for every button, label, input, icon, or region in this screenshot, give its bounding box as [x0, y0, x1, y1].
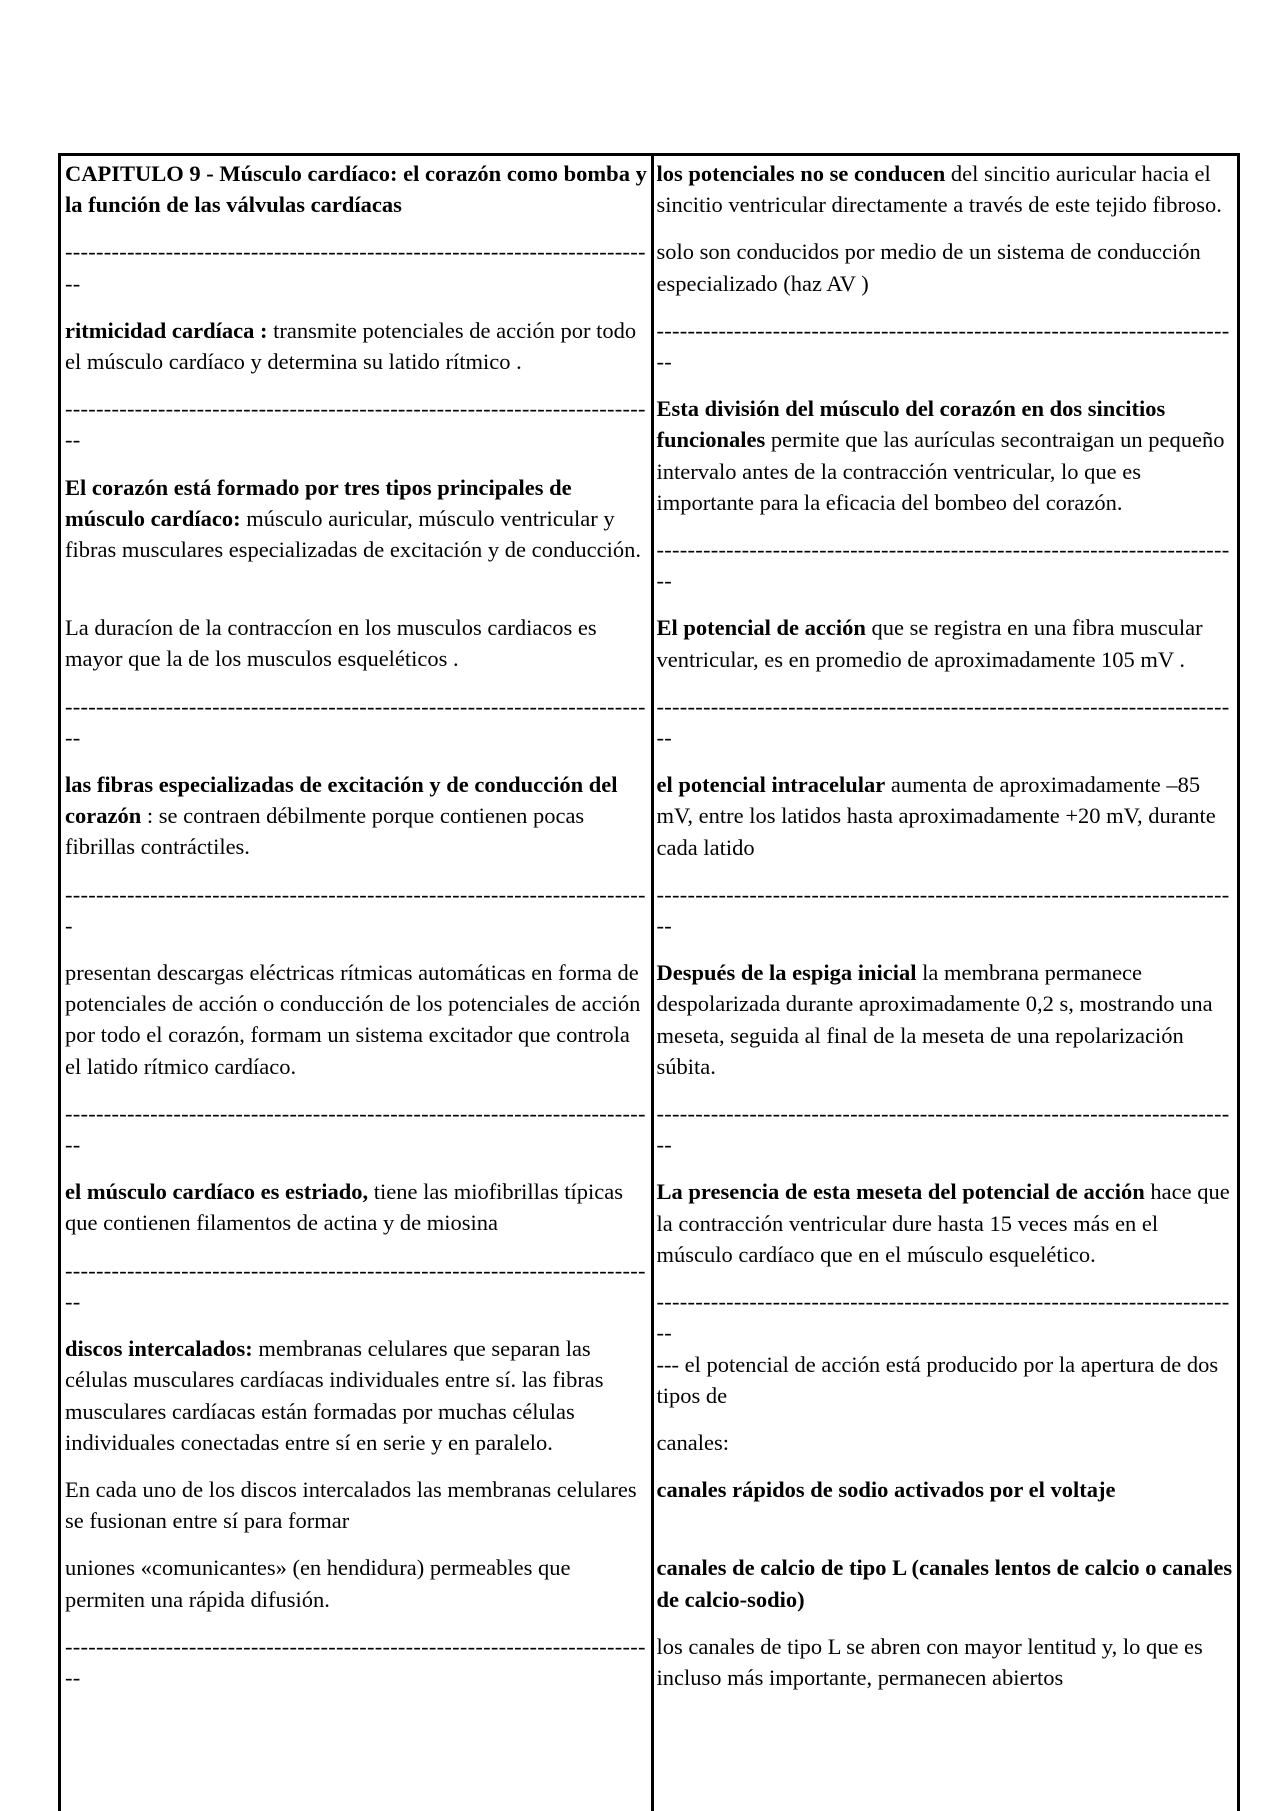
- term: las fibras especializadas de excitación y de conducción del corazón: [65, 772, 618, 829]
- separator: -----------------------------------------------------------------------------: [65, 1257, 646, 1314]
- paragraph-meseta: [657, 1176, 1236, 1270]
- paragraph-duracion: La duracíon de la contraccíon en los musculos cardiacos es mayor que la de los musculos esqueléticos .: [65, 615, 597, 672]
- paragraph-fibras-especializadas: [65, 769, 649, 863]
- separator: ----------------------------------------------------------------------------: [656, 1101, 1230, 1158]
- separator: ----------------------------------------------------------------------------: [656, 693, 1230, 751]
- term: discos intercalados:: [65, 1336, 253, 1362]
- separator: -----------------------------------------------------------------------------: [65, 693, 646, 750]
- paragraph-tipos-musculo: [65, 472, 649, 566]
- paragraph-descargas: presentan descargas eléctricas rítmicas automáticas en forma de potenciales de acción o conducción de los potenciales de acción por todo el corazón, formam un sistema excitador que controla el latido rítmico cardíaco.: [65, 960, 641, 1079]
- paragraph-division: [657, 393, 1236, 518]
- definition: la membrana permanece despolarizada durante aproximadamente 0,2 s, mostrando una meseta, seguida al final de la meseta de una repolarización súbita.: [656, 960, 1213, 1079]
- term: el músculo cardíaco es estriado,: [65, 1179, 369, 1205]
- definition: aumenta de aproximadamente –85 mV, entre los latidos hasta aproximadamente +20 mV, durante cada latido: [656, 772, 1216, 860]
- notes-table: [58, 153, 1240, 1811]
- paragraph-ritmicidad: [65, 315, 649, 377]
- definition: permite que las aurículas secontraigan un pequeño intervalo antes de la contracción ventricular, lo que es importante para la eficacia del bombeo del corazón.: [656, 427, 1225, 515]
- definition: músculo auricular, músculo ventricular y fibras musculares especializadas de excitación y de conducción.: [65, 505, 642, 563]
- paragraph-no-conducen: [657, 158, 1236, 220]
- separator: ----------------------------------------------------------------------------: [656, 317, 1230, 375]
- paragraph-apertura: --- el potencial de acción está producido por la apertura de dos tipos de: [656, 1351, 1219, 1408]
- term: ritmicidad cardíaca :: [65, 317, 268, 343]
- definition: del sincitio auricular hacia el sincitio ventricular directamente a través de este tejido fibroso.: [656, 161, 1222, 218]
- paragraph-canales: canales:: [656, 1429, 729, 1455]
- separator: -----------------------------------------------------------------------------: [65, 1100, 646, 1158]
- term: El corazón está formado por tres tipos principales de músculo cardíaco:: [65, 474, 572, 531]
- term: El potencial de acción: [656, 615, 866, 641]
- definition: hace que la contracción ventricular dure hasta 15 veces más en el músculo cardíaco que en el músculo esquelético.: [656, 1179, 1230, 1267]
- term: el potencial intracelular: [656, 772, 886, 798]
- paragraph-uniones: uniones «comunicantes» (en hendidura) permeables que permiten una rápida difusión.: [65, 1555, 571, 1612]
- paragraph-haz-av: solo son conducidos por medio de un sistema de conducción especializado (haz AV ): [656, 239, 1201, 296]
- paragraph-estriado: [65, 1176, 649, 1238]
- separator: ----------------------------------------------------------------------------: [65, 881, 646, 938]
- term: La presencia de esta meseta del potencial de acción: [656, 1179, 1145, 1205]
- separator: ----------------------------------------------------------------------------: [656, 881, 1230, 939]
- spacer: [65, 581, 649, 612]
- term: los potenciales no se conducen: [656, 161, 946, 186]
- separator: ----------------------------------------------------------------------------: [656, 1289, 1230, 1346]
- paragraph-canales-sodio: canales rápidos de sodio activados por el voltaje: [656, 1477, 1116, 1503]
- term: Esta división del músculo del corazón en dos sincitios funcionales: [656, 396, 1166, 453]
- definition: que se registra en una fibra muscular ventricular, es en promedio de aproximadamente 105 mV .: [656, 615, 1203, 672]
- right-column: [654, 156, 1238, 1811]
- separator: ----------------------------------------------------------------------------: [656, 537, 1230, 594]
- definition: tiene las miofibrillas típicas que contienen filamentos de actina y de miosina: [65, 1179, 624, 1236]
- paragraph-tipo-l: los canales de tipo L se abren con mayor lentitud y, lo que es incluso más importante, permanecen abiertos: [656, 1633, 1203, 1690]
- chapter-title: CAPITULO 9 - Músculo cardíaco: el corazón como bomba y la función de las válvulas cardíacas: [65, 161, 647, 218]
- left-column: [61, 156, 654, 1811]
- spacer: [657, 1521, 1236, 1552]
- paragraph-fusion: En cada uno de los discos intercalados las membranas celulares se fusionan entre sí para formar: [65, 1476, 637, 1534]
- separator: -----------------------------------------------------------------------------: [65, 1633, 646, 1690]
- paragraph-potencial-intracelular: [657, 769, 1236, 863]
- separator: -----------------------------------------------------------------------------: [65, 239, 646, 296]
- term: Después de la espiga inicial: [656, 960, 917, 986]
- separator: -----------------------------------------------------------------------------: [65, 396, 646, 453]
- paragraph-potencial-accion: [657, 612, 1236, 674]
- paragraph-discos: [65, 1333, 649, 1458]
- definition: membranas celulares que separan las células musculares cardíacas individuales entre sí. las fibras musculares cardíacas están formadas por muchas células individuales conectadas entre sí en serie y en paralelo.: [65, 1336, 604, 1455]
- paragraph-espiga: [657, 957, 1236, 1082]
- paragraph-canales-calcio: canales de calcio de tipo L (canales lentos de calcio o canales de calcio-sodio): [656, 1555, 1233, 1612]
- definition: transmite potenciales de acción por todo el músculo cardíaco y determina su latido rítmico .: [65, 317, 637, 375]
- definition: : se contraen débilmente porque contienen pocas fibrillas contráctiles.: [65, 803, 585, 860]
